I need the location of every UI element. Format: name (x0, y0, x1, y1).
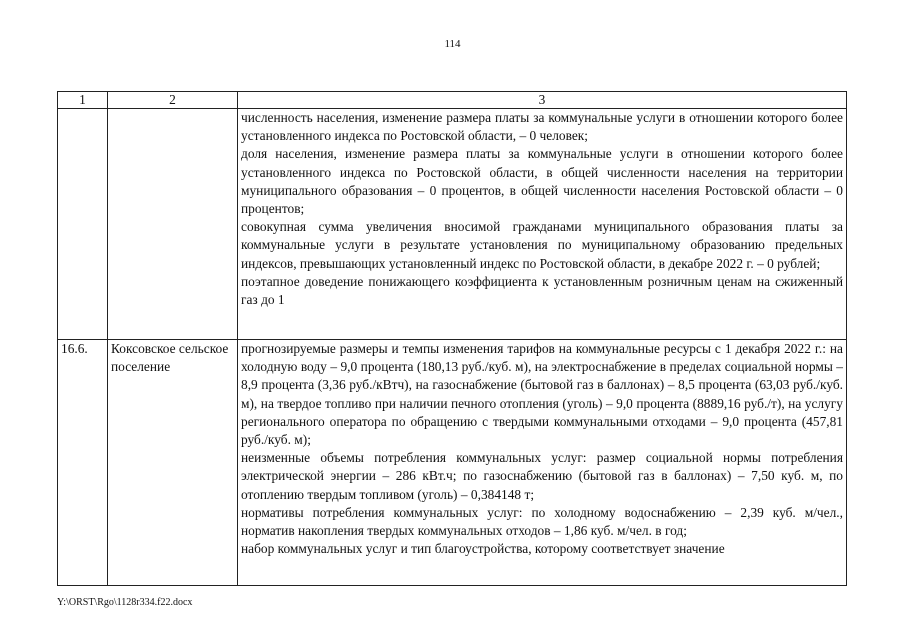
indicator-paragraph: численность населения, изменение размера платы за коммунальные услуги в отношении которого более установленного индекса по Ростовской области, – 0 человек; (241, 110, 843, 144)
indicator-paragraph: совокупная сумма увеличения вносимой гражданами муниципального образования платы за коммунальные услуги в результате установления по муниципальному образованию предельных индексов, превышающих установленный индекс по Ростовской области, в декабре 2022 г. – 0 рублей; (241, 219, 843, 271)
column-header-1: 1 (58, 92, 108, 109)
settlement-name: Коксовское сельское поселение (108, 340, 238, 586)
indicator-paragraph: прогнозируемые размеры и темпы изменения тарифов на коммунальные ресурсы с 1 декабря 2022 г.: на холодную воду – 9,0 процента (180,13 руб./куб. м), на электроснабжение в пределах социальной нормы – 8,9 процента (3,36 руб./кВтч), на газоснабжение (бытовой газ в баллонах) – 8,5 процента (63,03 руб./куб. м), на твердое топливо при наличии печного отопления (уголь) – 9,0 процента (8889,16 руб./т), на услугу регионального оператора по обращению с твердыми коммунальными отходами – 9,0 процента (457,81 руб./куб. м); (241, 341, 843, 448)
indicator-paragraph: поэтапное доведение понижающего коэффициента к установленным розничным ценам на сжиженный газ до 1 (241, 273, 843, 308)
indicator-paragraph: доля населения, изменение размера платы за коммунальные услуги в отношении которого более установленного индекса по Ростовской области, в общей численности населения на территории муниципального образования – 0 процентов, в общей численности населения Ростовской области – 0 процентов; (241, 146, 843, 217)
indicators-cell (238, 340, 847, 586)
table-row (58, 109, 847, 340)
indicator-paragraph: неизменные объемы потребления коммунальных услуг: размер социальной нормы потребления электрической энергии – 286 кВт.ч; по газоснабжению (бытовой газ в баллонах) – 7,50 куб. м, по отоплению твердым топливом (уголь) – 0,384148 т; (241, 450, 843, 502)
row-number: 16.6. (58, 340, 108, 586)
row-number (58, 109, 108, 340)
document-file-path: Y:\ORST\Rgo\1128r334.f22.docx (57, 597, 193, 608)
table-row (58, 340, 847, 586)
indicators-cell (238, 109, 847, 340)
tariff-table (57, 91, 847, 586)
column-header-2: 2 (108, 92, 238, 109)
table-header-row (58, 92, 847, 109)
settlement-name (108, 109, 238, 340)
column-header-3: 3 (238, 92, 847, 109)
indicator-paragraph: набор коммунальных услуг и тип благоустройства, которому соответствует значение (241, 541, 725, 557)
page-number: 114 (444, 38, 461, 50)
indicator-paragraph: нормативы потребления коммунальных услуг: по холодному водоснабжению – 2,39 куб. м/чел., норматив накопления твердых коммунальных отходов – 1,86 куб. м/чел. в год; (241, 504, 843, 539)
